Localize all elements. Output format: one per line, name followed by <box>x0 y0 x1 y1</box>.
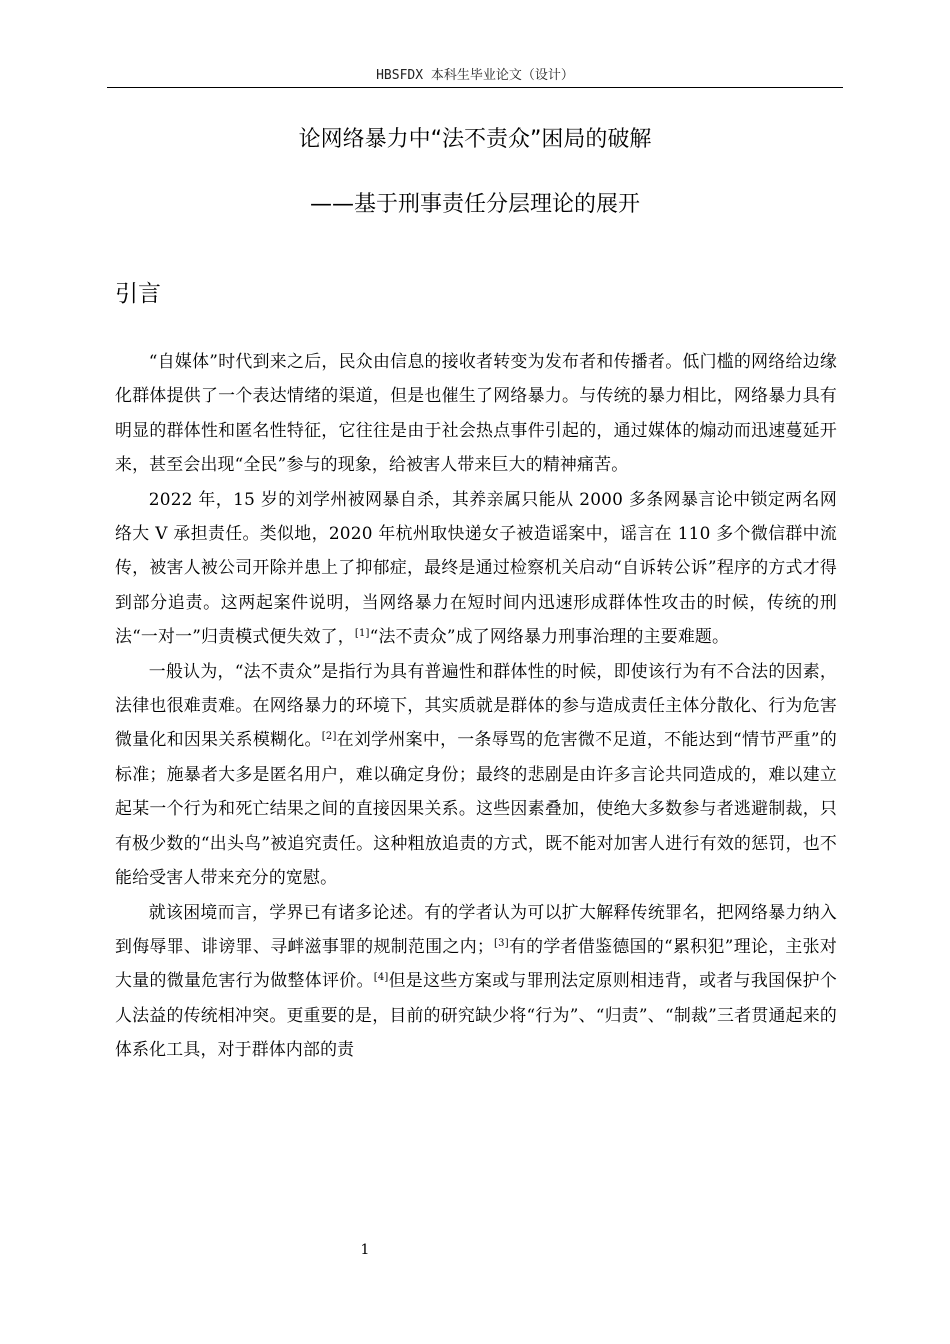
citation-marker: [4] <box>373 972 389 984</box>
paper-title: 论网络暴力中“法不责众”困局的破解 <box>298 127 652 152</box>
paragraph <box>115 482 837 654</box>
citation-marker: [1] <box>354 628 370 640</box>
paragraph-text: 2022 年，15 岁的刘学州被网暴自杀，其养亲属只能从 2000 多条网暴言论中锁定两名网络大 V 承担责任。类似地，2020 年杭州取快递女子被造谣案中，谣言在 110 多个微信群中流传，被害人被公司开除并患上了抑郁症，最终是通过检察机关启动“自诉转公诉”程序的方式才得到部分追责。这两起案件说明，当网络暴力在短时间内迅速形成群体性攻击的时候，传统的刑法“一对一”归责模式便失效了， <box>115 488 837 647</box>
paragraph-text: 一般认为，“法不责众”是指行为具有普遍性和群体性的时候，即使该行为有不合法的因素，法律也很难责难。在网络暴力的环境下，其实质就是群体的参与造成责任主体分散化、行为危害微量化和因果关系模糊化。 <box>115 660 837 750</box>
paragraph <box>115 895 837 1067</box>
paragraph-text: 但是这些方案或与罪刑法定原则相违背，或者与我国保护个人法益的传统相冲突。更重要的是，目前的研究缺少将“行为”、“归责”、“制裁”三者贯通起来的体系化工具，对于群体内部的责 <box>115 970 838 1060</box>
running-header: HBSFDX 本科生毕业论文（设计） <box>376 68 574 83</box>
paragraph-text: 有的学者借鉴德国的“累积犯”理论，主张对大量的微量危害行为做整体评价。 <box>115 935 837 991</box>
body-text <box>115 344 837 1067</box>
page-number: 1 <box>360 1242 370 1258</box>
paragraph <box>115 344 837 482</box>
paragraph-text: “自媒体”时代到来之后，民众由信息的接收者转变为发布者和传播者。低门槛的网络给边缘化群体提供了一个表达情绪的渠道，但是也催生了网络暴力。与传统的暴力相比，网络暴力具有明显的群体性和匿名性特征，它往往是由于社会热点事件引起的，通过媒体的煽动而迅速蔓延开来，甚至会出现“全民”参与的现象，给被害人带来巨大的精神痛苦。 <box>115 351 837 475</box>
paragraph-text: 就该困境而言，学界已有诸多论述。有的学者认为可以扩大解释传统罪名，把网络暴力纳入到侮辱罪、诽谤罪、寻衅滋事罪的规制范围之内； <box>115 901 837 956</box>
paragraph-text: 在刘学州案中，一条辱骂的危害微不足道，不能达到“情节严重”的标准；施暴者大多是匿名用户，难以确定身份；最终的悲剧是由许多言论共同造成的，难以建立起某一个行为和死亡结果之间的直接因果关系。这些因素叠加，使绝大多数参与者逃避制裁，只有极少数的“出头鸟”被追究责任。这种粗放追责的方式，既不能对加害人进行有效的惩罚，也不能给受害人带来充分的宽慰。 <box>115 729 837 888</box>
citation-marker: [2] <box>321 731 337 743</box>
paragraph-text: “法不责众”成了网络暴力刑事治理的主要难题。 <box>369 626 730 647</box>
section-heading-introduction: 引言 <box>115 281 161 307</box>
paper-subtitle: ——基于刑事责任分层理论的展开 <box>309 192 640 217</box>
paragraph <box>115 654 837 895</box>
header-rule <box>107 87 843 88</box>
citation-marker: [3] <box>494 937 509 949</box>
